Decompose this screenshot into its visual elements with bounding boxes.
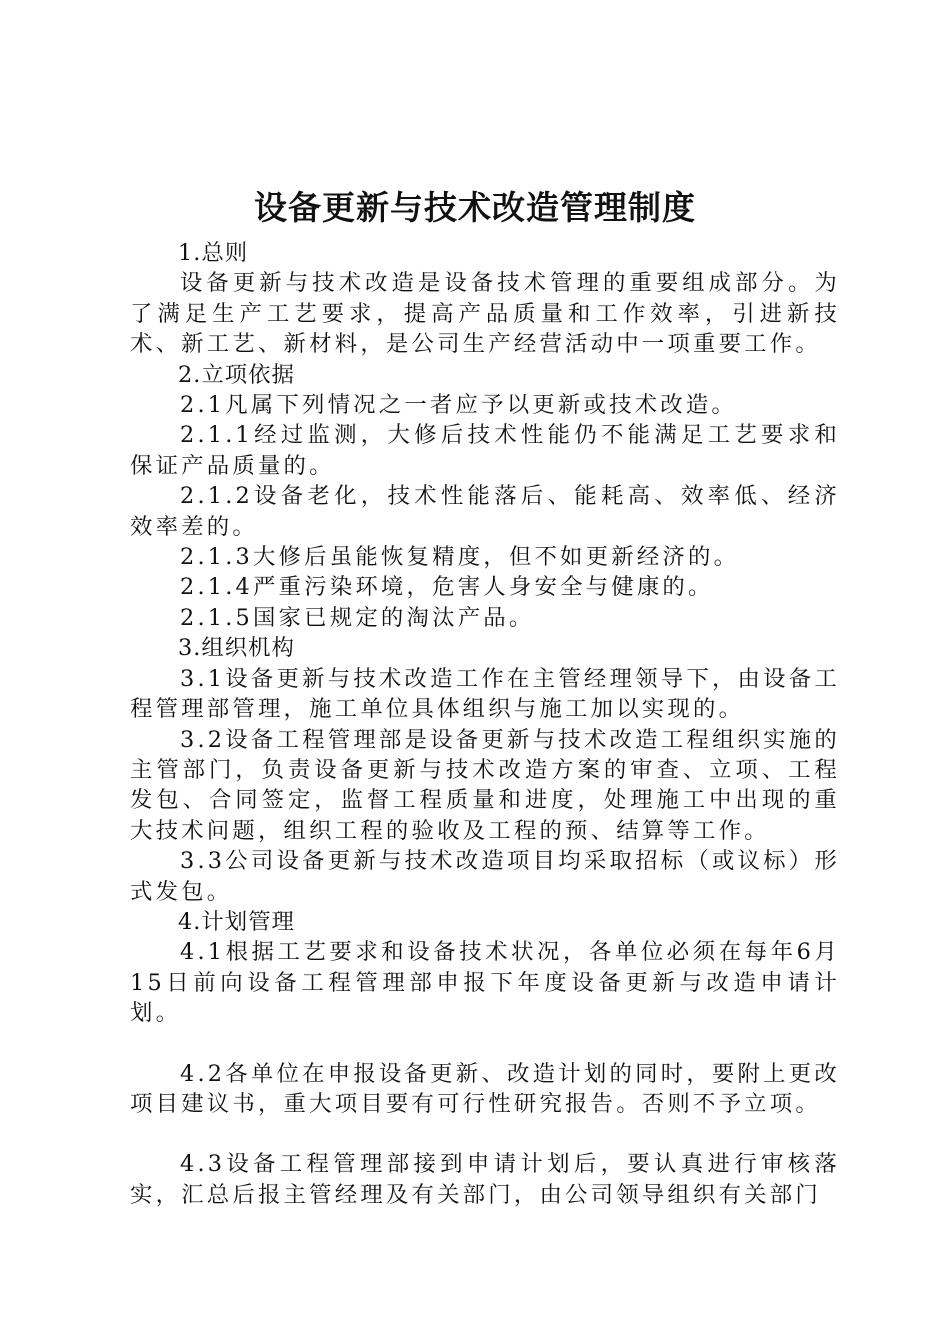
clause-2-1-3: 2.1.3大修后虽能恢复精度，但不如更新经济的。: [180, 544, 740, 571]
clause-2-1: 2.1凡属下列情况之一者应予以更新或技术改造。: [180, 392, 738, 419]
paragraph-general: 设备更新与技术改造是设备技术管理的重要组成部分。为了满足生产工艺要求，提高产品质量和工作效率，引进新技术、新工艺、新材料，是公司生产经营活动中一项重要工作。: [130, 270, 840, 358]
document-body: [130, 238, 840, 1210]
clause-2-1-1: 2.1.1经过监测，大修后技术性能仍不能满足工艺要求和保证产品质量的。: [130, 422, 840, 479]
section-heading-basis: 2.立项依据: [178, 361, 295, 388]
clause-4-2: 4.2各单位在申报设备更新、改造计划的同时，要附上更改项目建议书，重大项目要有可行性研究报告。否则不予立项。: [130, 1060, 840, 1117]
clause-3-3: 3.3公司设备更新与技术改造项目均采取招标（或议标）形式发包。: [130, 848, 840, 905]
document-title: 设备更新与技术改造管理制度: [254, 188, 696, 227]
clause-2-1-5: 2.1.5国家已规定的淘汰产品。: [180, 604, 535, 631]
clause-3-1: 3.1设备更新与技术改造工作在主管经理领导下，由设备工程管理部管理，施工单位具体组织与施工加以实现的。: [130, 665, 840, 723]
clause-4-3: 4.3设备工程管理部接到申请计划后，要认真进行审核落实，汇总后报主管经理及有关部门，由公司领导组织有关部门: [130, 1151, 840, 1208]
clause-2-1-2: 2.1.2设备老化，技术性能落后、能耗高、效率低、经济效率差的。: [130, 483, 840, 540]
clause-2-1-4: 2.1.4严重污染环境，危害人身安全与健康的。: [180, 574, 714, 601]
section-heading-planning: 4.计划管理: [178, 908, 295, 935]
section-heading-organization: 3.组织机构: [178, 635, 295, 662]
section-heading-general: 1.总则: [178, 240, 249, 266]
clause-3-2: 3.2设备工程管理部是设备更新与技术改造工程组织实施的主管部门，负责设备更新与技术改造方案的审查、立项、工程发包、合同签定，监督工程质量和进度，处理施工中出现的重大技术问题，组织工程的验收及工程的预、结算等工作。: [130, 726, 840, 844]
clause-4-1: 4.1根据工艺要求和设备技术状况，各单位必须在每年6月15日前向设备工程管理部申报下年度设备更新与改造申请计划。: [130, 939, 840, 1027]
